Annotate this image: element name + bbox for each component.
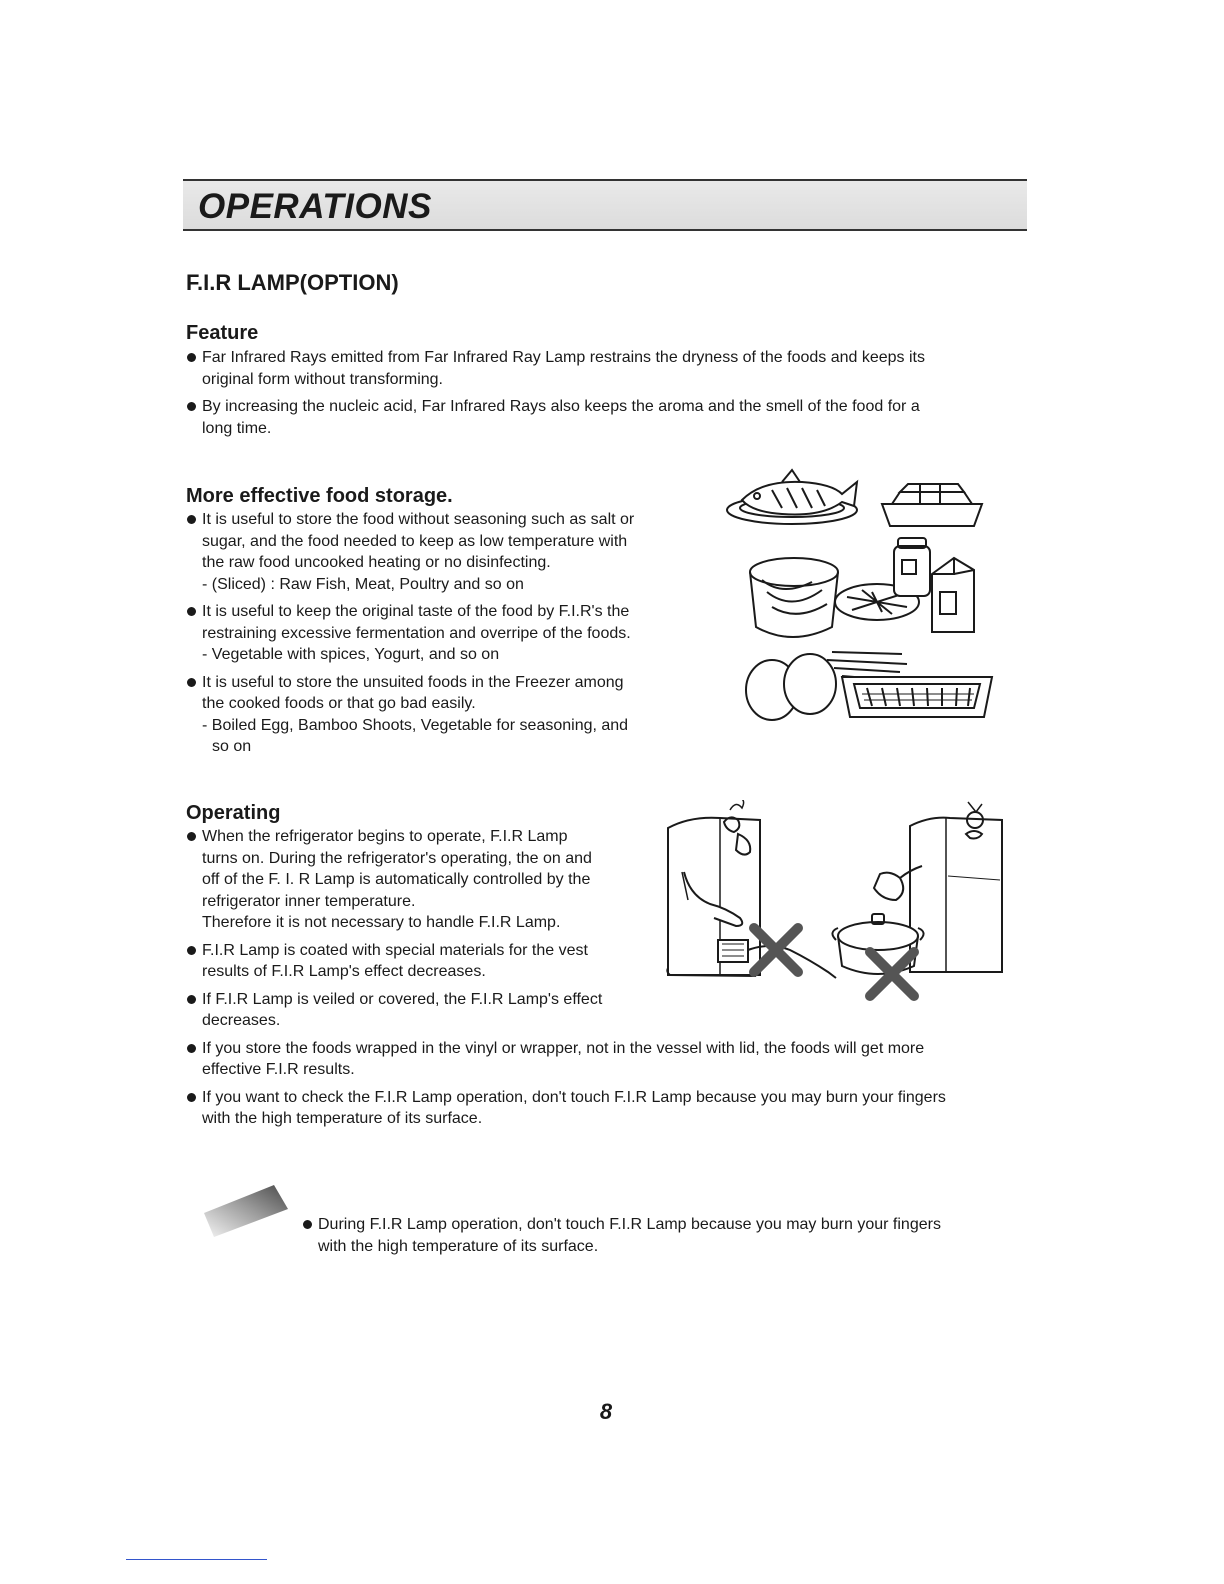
pointing-hand-icon <box>874 866 922 900</box>
storage-heading: More effective food storage. <box>186 485 453 507</box>
caution-wedge-icon <box>200 1183 292 1239</box>
list-item: If F.I.R Lamp is veiled or covered, the F.I.R Lamp's effect decreases. <box>186 989 650 1032</box>
character-icon <box>966 802 983 839</box>
feature-heading: Feature <box>186 322 259 344</box>
list-item: By increasing the nucleic acid, Far Infrared Rays also keeps the aroma and the smell of the food for a long time. <box>186 396 1026 439</box>
fridge-illustration <box>660 800 1010 1005</box>
list-item: It is useful to store the food without seasoning such as salt or sugar, and the food needed to keep as low temperature with the raw food uncooked heating or no disinfecting. - (Sliced) : Raw Fish, Meat, Poultry and so on <box>186 509 686 595</box>
section-title: F.I.R LAMP(OPTION) <box>186 270 399 295</box>
footer-divider <box>126 1559 267 1560</box>
jar-icon <box>894 538 930 596</box>
food-illustration <box>722 462 1007 727</box>
list-item: F.I.R Lamp is coated with special materials for the vest results of F.I.R Lamp's effect decreases. <box>186 940 650 983</box>
eggs-icon <box>746 654 836 720</box>
list-item: When the refrigerator begins to operate, F.I.R Lamp turns on. During the refrigerator's operating, the on and off of the F. I. R Lamp is automatically controlled by the refrigerator inner temperature. Therefore it is not necessary to handle F.I.R Lamp. <box>186 826 650 934</box>
page-heading: OPERATIONS <box>198 187 432 226</box>
list-item: If you store the foods wrapped in the vinyl or wrapper, not in the vessel with lid, the foods will get more effective F.I.R results. <box>186 1038 1026 1081</box>
list-item: It is useful to keep the original taste of the food by F.I.R's the restraining excessive fermentation and overripe of the foods. - Vegetable with spices, Yogurt, and so on <box>186 601 686 666</box>
pointing-hand-icon <box>682 872 742 926</box>
header-bar <box>183 179 1027 231</box>
list-item: Far Infrared Rays emitted from Far Infrared Ray Lamp restrains the dryness of the foods and keeps its original form without transforming. <box>186 347 1026 390</box>
bowl-icon <box>750 558 838 637</box>
feature-list <box>186 347 1026 445</box>
character-icon <box>724 800 750 855</box>
bamboo-shoots-icon <box>827 652 907 680</box>
caution-note <box>302 1214 1022 1263</box>
fish-plate-icon <box>727 470 857 524</box>
list-item: If you want to check the F.I.R Lamp operation, don't touch F.I.R Lamp because you may burn your fingers with the high temperature of its surface. <box>186 1087 1026 1130</box>
page-number: 8 <box>599 1399 613 1424</box>
list-item: It is useful to store the unsuited foods in the Freezer among the cooked foods or that go bad easily. - Boiled Egg, Bamboo Shoots, Vegetable for seasoning, and so on <box>186 672 686 758</box>
refrigerator-icon <box>910 818 1002 972</box>
list-item: During F.I.R Lamp operation, don't touch F.I.R Lamp because you may burn your fingers with the high temperature of its surface. <box>302 1214 1022 1257</box>
butter-dish-icon <box>882 484 982 526</box>
milk-carton-icon <box>932 558 974 632</box>
operating-heading: Operating <box>186 802 281 824</box>
storage-list <box>186 509 686 764</box>
tray-icon <box>842 677 992 717</box>
